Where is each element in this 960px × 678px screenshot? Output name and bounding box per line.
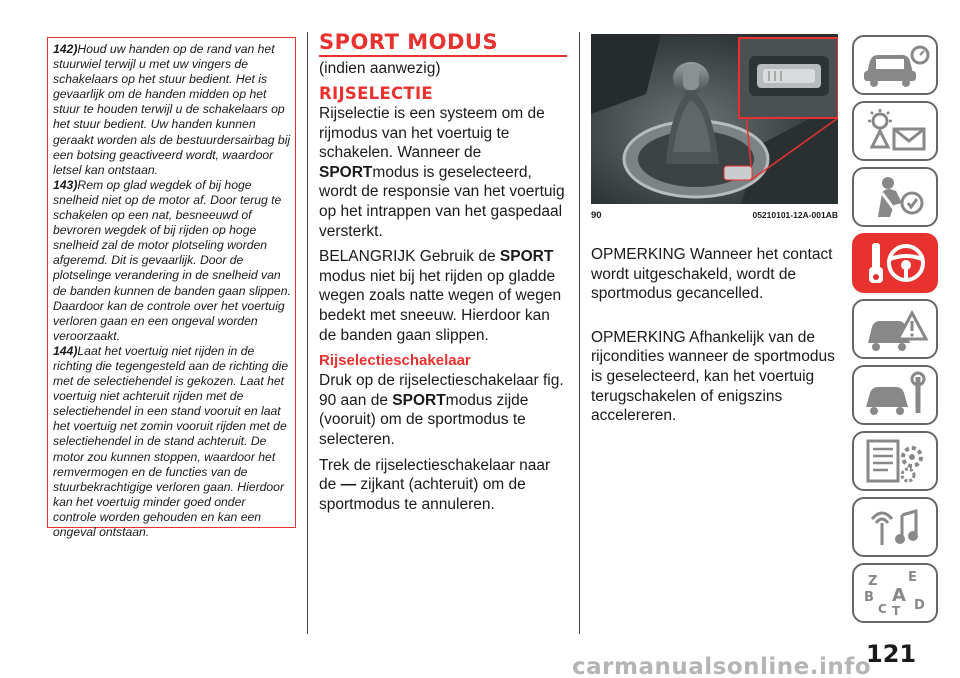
index-letter: A bbox=[892, 585, 906, 606]
figure-caption bbox=[591, 210, 838, 221]
figure-number: 90 bbox=[591, 210, 602, 221]
multimedia-icon bbox=[858, 503, 932, 551]
index-letter: B bbox=[864, 590, 874, 605]
note-ignition-off: OPMERKING Wanneer het contact wordt uitgeschakeld, wordt de sportmodus gecancelled. bbox=[591, 246, 833, 303]
emergency-icon bbox=[858, 305, 932, 353]
paragraph-cancel: Trek de rijselectieschakelaar naar de — zijkant (achteruit) om de sportmodus te annuleren. bbox=[319, 456, 551, 513]
subsection-title: RIJSELECTIE bbox=[319, 84, 433, 103]
index-letter: C bbox=[878, 602, 887, 616]
index-letter: D bbox=[914, 598, 925, 613]
car-maintenance-icon bbox=[858, 371, 932, 419]
gear-shift-illustration bbox=[591, 34, 838, 204]
paragraph-important: BELANGRIJK Gebruik de SPORT modus niet bij het rijden op gladde wegen zoals natte wegen of wegen bedekt met sneeuw. Hierdoor kan de banden gaan slippen. bbox=[319, 248, 562, 344]
tab-dashboard[interactable] bbox=[852, 35, 938, 95]
availability-note: (indien aanwezig) bbox=[319, 60, 441, 77]
paragraph-select: Druk op de rijselectieschakelaar fig. 90 aan de SPORTmodus zijde (vooruit) om de sportmodus te selecteren. bbox=[319, 372, 564, 448]
page-number: 121 bbox=[866, 640, 917, 668]
section-title: SPORT MODUS bbox=[319, 31, 567, 57]
sport-mode-section bbox=[319, 31, 569, 514]
tab-warning-lights[interactable] bbox=[852, 101, 938, 161]
note-driving-conditions: OPMERKING Afhankelijk van de rijcondities wanneer de sportmodus is geselecteerd, kan het voertuig terugschakelen of enigszins accelereren. bbox=[591, 328, 835, 425]
tab-emergency[interactable] bbox=[852, 299, 938, 359]
tab-index[interactable] bbox=[852, 563, 938, 623]
warning-143: 143)Rem op glad wegdek of bij hoge snelheid niet op de motor af. Door terug te schakelen op een nat, besneeuwd of bevroren wegdek of bij rijden op hoge snelheid zal de motor plotseling worden afgeremd. Dit is gevaarlijk. Door de plotselinge verandering in de snelheid van de banden kunnen de banden gaan slippen. Daardoor kan de controle over het voertuig verloren gaan en een ongeval worden veroorzaakt. bbox=[53, 177, 291, 343]
tab-safety[interactable] bbox=[852, 167, 938, 227]
column-divider-1 bbox=[307, 32, 308, 634]
switch-heading: Rijselectieschakelaar bbox=[319, 352, 471, 370]
warning-144: 144)Laat het voertuig niet rijden in de richting die tegengesteld aan de richting die met de selectiehendel is gekozen. Laat het voertuig niet achteruit rijden met de selectiehendel in een stand vooruit en laat het voertuig net zomin vooruit rijden met de selectiehendel in de stand achteruit. De motor zou kunnen stoppen, waardoor het remvermogen en de functies van de stuurbekrachtigige verloren gaan. Hierdoor kan het voertuig minder goed onder controle worden gehouden en kan een ongeval ontstaan. bbox=[53, 343, 289, 539]
gear-shift-photo bbox=[591, 34, 838, 204]
warning-142: 142)Houd uw handen op de rand van het stuurwiel terwijl u met uw vingers de schakelaars op het stuur bedient. Het is gevaarlijk om de handen midden op het stuur te houden terwijl u de schakelaars op het stuur bedient. Uw handen kunnen geraakt worden als de bestuurdersairbag bij een botsing geactiveerd wordt, waardoor letsel kan ontstaan. bbox=[53, 42, 291, 177]
key-steering-wheel-icon bbox=[858, 239, 932, 287]
tab-starting-driving[interactable] bbox=[852, 233, 938, 293]
car-dashboard-icon bbox=[858, 41, 932, 89]
watermark-text: carmanualsonline.info bbox=[572, 654, 872, 678]
figure-code: 05210101-12A-001AB bbox=[752, 210, 838, 220]
technical-data-icon bbox=[858, 437, 932, 485]
index-letter: T bbox=[892, 604, 901, 617]
chapter-tabs bbox=[852, 35, 938, 629]
tab-maintenance[interactable] bbox=[852, 365, 938, 425]
paragraph-intro: Rijselectie is een systeem om de rijmodus van het voertuig te schakelen. Wanneer de SPORTmodus is geselecteerd, wordt de responsie van het voertuig op het intrappen van het gaspedaal versterkt. bbox=[319, 105, 565, 240]
alphabetical-index-icon bbox=[858, 569, 932, 617]
tab-multimedia[interactable] bbox=[852, 497, 938, 557]
safety-airbag-icon bbox=[858, 173, 932, 221]
warnings-box bbox=[47, 37, 296, 539]
index-letter: Z bbox=[868, 574, 878, 589]
column-divider-2 bbox=[579, 32, 580, 634]
index-letter: E bbox=[908, 570, 917, 585]
figure-column bbox=[591, 34, 838, 426]
warning-lights-icon bbox=[858, 107, 932, 155]
tab-technical-data[interactable] bbox=[852, 431, 938, 491]
